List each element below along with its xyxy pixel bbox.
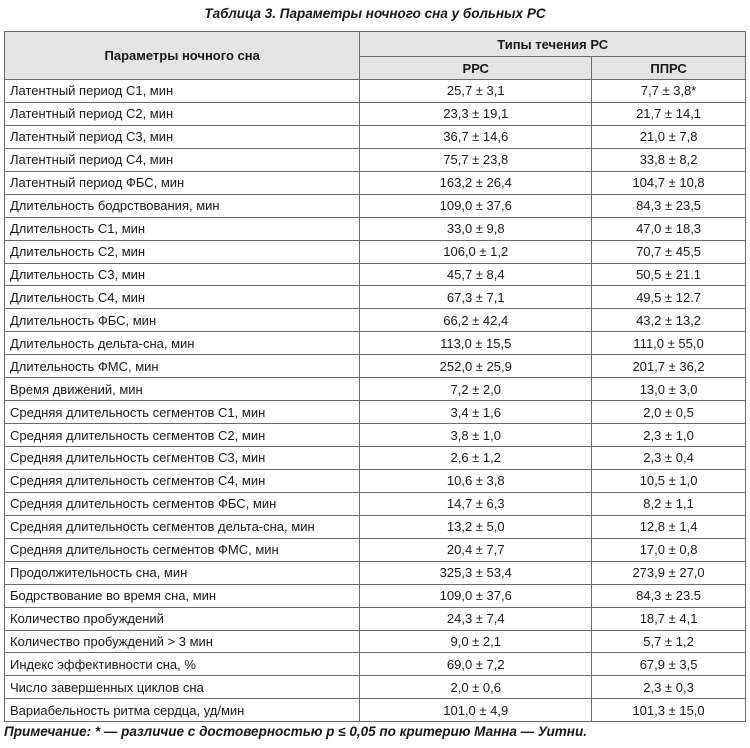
param-cell: Количество пробуждений <box>5 607 360 630</box>
param-cell: Латентный период С4, мин <box>5 148 360 171</box>
rrs-value-cell: 325,3 ± 53,4 <box>360 561 592 584</box>
param-column-header: Параметры ночного сна <box>5 32 360 80</box>
rrs-value-cell: 25,7 ± 3,1 <box>360 80 592 103</box>
table-body <box>5 80 746 722</box>
pprs-value-cell: 84,3 ± 23,5 <box>592 194 746 217</box>
rrs-value-cell: 9,0 ± 2,1 <box>360 630 592 653</box>
param-cell: Средняя длительность сегментов С1, мин <box>5 401 360 424</box>
table-row <box>5 102 746 125</box>
pprs-value-cell: 47,0 ± 18,3 <box>592 217 746 240</box>
rrs-value-cell: 2,0 ± 0,6 <box>360 676 592 699</box>
table-row <box>5 332 746 355</box>
param-cell: Латентный период С3, мин <box>5 125 360 148</box>
rrs-value-cell: 252,0 ± 25,9 <box>360 355 592 378</box>
table-row <box>5 607 746 630</box>
table-row <box>5 401 746 424</box>
rrs-column-header: РРС <box>360 57 592 80</box>
table-row <box>5 125 746 148</box>
param-cell: Индекс эффективности сна, % <box>5 653 360 676</box>
table-row <box>5 447 746 470</box>
table-row <box>5 424 746 447</box>
pprs-value-cell: 111,0 ± 55,0 <box>592 332 746 355</box>
sleep-parameters-table <box>4 31 746 722</box>
table-row <box>5 676 746 699</box>
course-type-group-header: Типы течения РС <box>360 32 746 57</box>
pprs-value-cell: 201,7 ± 36,2 <box>592 355 746 378</box>
table-row <box>5 286 746 309</box>
rrs-value-cell: 13,2 ± 5,0 <box>360 515 592 538</box>
rrs-value-cell: 36,7 ± 14,6 <box>360 125 592 148</box>
rrs-value-cell: 106,0 ± 1,2 <box>360 240 592 263</box>
rrs-value-cell: 3,8 ± 1,0 <box>360 424 592 447</box>
rrs-value-cell: 20,4 ± 7,7 <box>360 538 592 561</box>
param-cell: Латентный период С2, мин <box>5 102 360 125</box>
pprs-value-cell: 7,7 ± 3,8* <box>592 80 746 103</box>
table-caption: Таблица 3. Параметры ночного сна у больных РС <box>204 6 546 21</box>
pprs-value-cell: 13,0 ± 3,0 <box>592 378 746 401</box>
pprs-value-cell: 104,7 ± 10,8 <box>592 171 746 194</box>
pprs-value-cell: 2,0 ± 0,5 <box>592 401 746 424</box>
pprs-value-cell: 101,3 ± 15,0 <box>592 699 746 722</box>
table-row <box>5 469 746 492</box>
pprs-value-cell: 21,0 ± 7,8 <box>592 125 746 148</box>
table-row <box>5 80 746 103</box>
rrs-value-cell: 3,4 ± 1,6 <box>360 401 592 424</box>
pprs-value-cell: 67,9 ± 3,5 <box>592 653 746 676</box>
pprs-value-cell: 2,3 ± 1,0 <box>592 424 746 447</box>
table-row <box>5 217 746 240</box>
param-cell: Вариабельность ритма сердца, уд/мин <box>5 699 360 722</box>
rrs-value-cell: 23,3 ± 19,1 <box>360 102 592 125</box>
param-cell: Длительность С4, мин <box>5 286 360 309</box>
table-row <box>5 378 746 401</box>
param-cell: Длительность ФМС, мин <box>5 355 360 378</box>
table-row <box>5 309 746 332</box>
param-cell: Длительность дельта-сна, мин <box>5 332 360 355</box>
param-cell: Средняя длительность сегментов дельта-сна, мин <box>5 515 360 538</box>
header-row-top <box>5 32 746 57</box>
table-row <box>5 699 746 722</box>
rrs-value-cell: 66,2 ± 42,4 <box>360 309 592 332</box>
pprs-value-cell: 5,7 ± 1,2 <box>592 630 746 653</box>
param-cell: Длительность С3, мин <box>5 263 360 286</box>
pprs-value-cell: 50,5 ± 21.1 <box>592 263 746 286</box>
table-row <box>5 515 746 538</box>
table-header <box>5 32 746 80</box>
rrs-value-cell: 101,0 ± 4,9 <box>360 699 592 722</box>
table-row <box>5 240 746 263</box>
rrs-value-cell: 113,0 ± 15,5 <box>360 332 592 355</box>
pprs-value-cell: 33,8 ± 8,2 <box>592 148 746 171</box>
pprs-value-cell: 10,5 ± 1,0 <box>592 469 746 492</box>
param-cell: Средняя длительность сегментов С3, мин <box>5 447 360 470</box>
rrs-value-cell: 109,0 ± 37,6 <box>360 584 592 607</box>
pprs-value-cell: 8,2 ± 1,1 <box>592 492 746 515</box>
param-cell: Латентный период С1, мин <box>5 80 360 103</box>
param-cell: Длительность С1, мин <box>5 217 360 240</box>
rrs-value-cell: 67,3 ± 7,1 <box>360 286 592 309</box>
table-row <box>5 538 746 561</box>
param-cell: Средняя длительность сегментов ФБС, мин <box>5 492 360 515</box>
param-cell: Средняя длительность сегментов ФМС, мин <box>5 538 360 561</box>
table-row <box>5 584 746 607</box>
rrs-value-cell: 24,3 ± 7,4 <box>360 607 592 630</box>
table-row <box>5 171 746 194</box>
pprs-value-cell: 273,9 ± 27,0 <box>592 561 746 584</box>
rrs-value-cell: 14,7 ± 6,3 <box>360 492 592 515</box>
param-cell: Длительность бодрствования, мин <box>5 194 360 217</box>
param-cell: Длительность ФБС, мин <box>5 309 360 332</box>
param-cell: Длительность С2, мин <box>5 240 360 263</box>
table-row <box>5 561 746 584</box>
pprs-value-cell: 12,8 ± 1,4 <box>592 515 746 538</box>
pprs-value-cell: 18,7 ± 4,1 <box>592 607 746 630</box>
rrs-value-cell: 75,7 ± 23,8 <box>360 148 592 171</box>
pprs-value-cell: 43,2 ± 13,2 <box>592 309 746 332</box>
table-row <box>5 148 746 171</box>
table-row <box>5 194 746 217</box>
table-row <box>5 355 746 378</box>
param-cell: Продолжительность сна, мин <box>5 561 360 584</box>
rrs-value-cell: 10,6 ± 3,8 <box>360 469 592 492</box>
table-row <box>5 263 746 286</box>
pprs-value-cell: 70,7 ± 45,5 <box>592 240 746 263</box>
param-cell: Бодрствование во время сна, мин <box>5 584 360 607</box>
pprs-value-cell: 84,3 ± 23.5 <box>592 584 746 607</box>
table-row <box>5 492 746 515</box>
table-footnote: Примечание: * — различие с достоверностью p ≤ 0,05 по критерию Манна — Уитни. <box>4 724 587 739</box>
pprs-value-cell: 21,7 ± 14,1 <box>592 102 746 125</box>
param-cell: Количество пробуждений > 3 мин <box>5 630 360 653</box>
rrs-value-cell: 45,7 ± 8,4 <box>360 263 592 286</box>
pprs-value-cell: 17,0 ± 0,8 <box>592 538 746 561</box>
pprs-value-cell: 49,5 ± 12.7 <box>592 286 746 309</box>
param-cell: Латентный период ФБС, мин <box>5 171 360 194</box>
param-cell: Время движений, мин <box>5 378 360 401</box>
rrs-value-cell: 163,2 ± 26,4 <box>360 171 592 194</box>
pprs-value-cell: 2,3 ± 0,3 <box>592 676 746 699</box>
param-cell: Средняя длительность сегментов С4, мин <box>5 469 360 492</box>
table-row <box>5 630 746 653</box>
rrs-value-cell: 33,0 ± 9,8 <box>360 217 592 240</box>
rrs-value-cell: 2,6 ± 1,2 <box>360 447 592 470</box>
rrs-value-cell: 7,2 ± 2,0 <box>360 378 592 401</box>
pprs-value-cell: 2,3 ± 0,4 <box>592 447 746 470</box>
pprs-column-header: ППРС <box>592 57 746 80</box>
param-cell: Число завершенных циклов сна <box>5 676 360 699</box>
param-cell: Средняя длительность сегментов С2, мин <box>5 424 360 447</box>
table-row <box>5 653 746 676</box>
rrs-value-cell: 109,0 ± 37,6 <box>360 194 592 217</box>
rrs-value-cell: 69,0 ± 7,2 <box>360 653 592 676</box>
